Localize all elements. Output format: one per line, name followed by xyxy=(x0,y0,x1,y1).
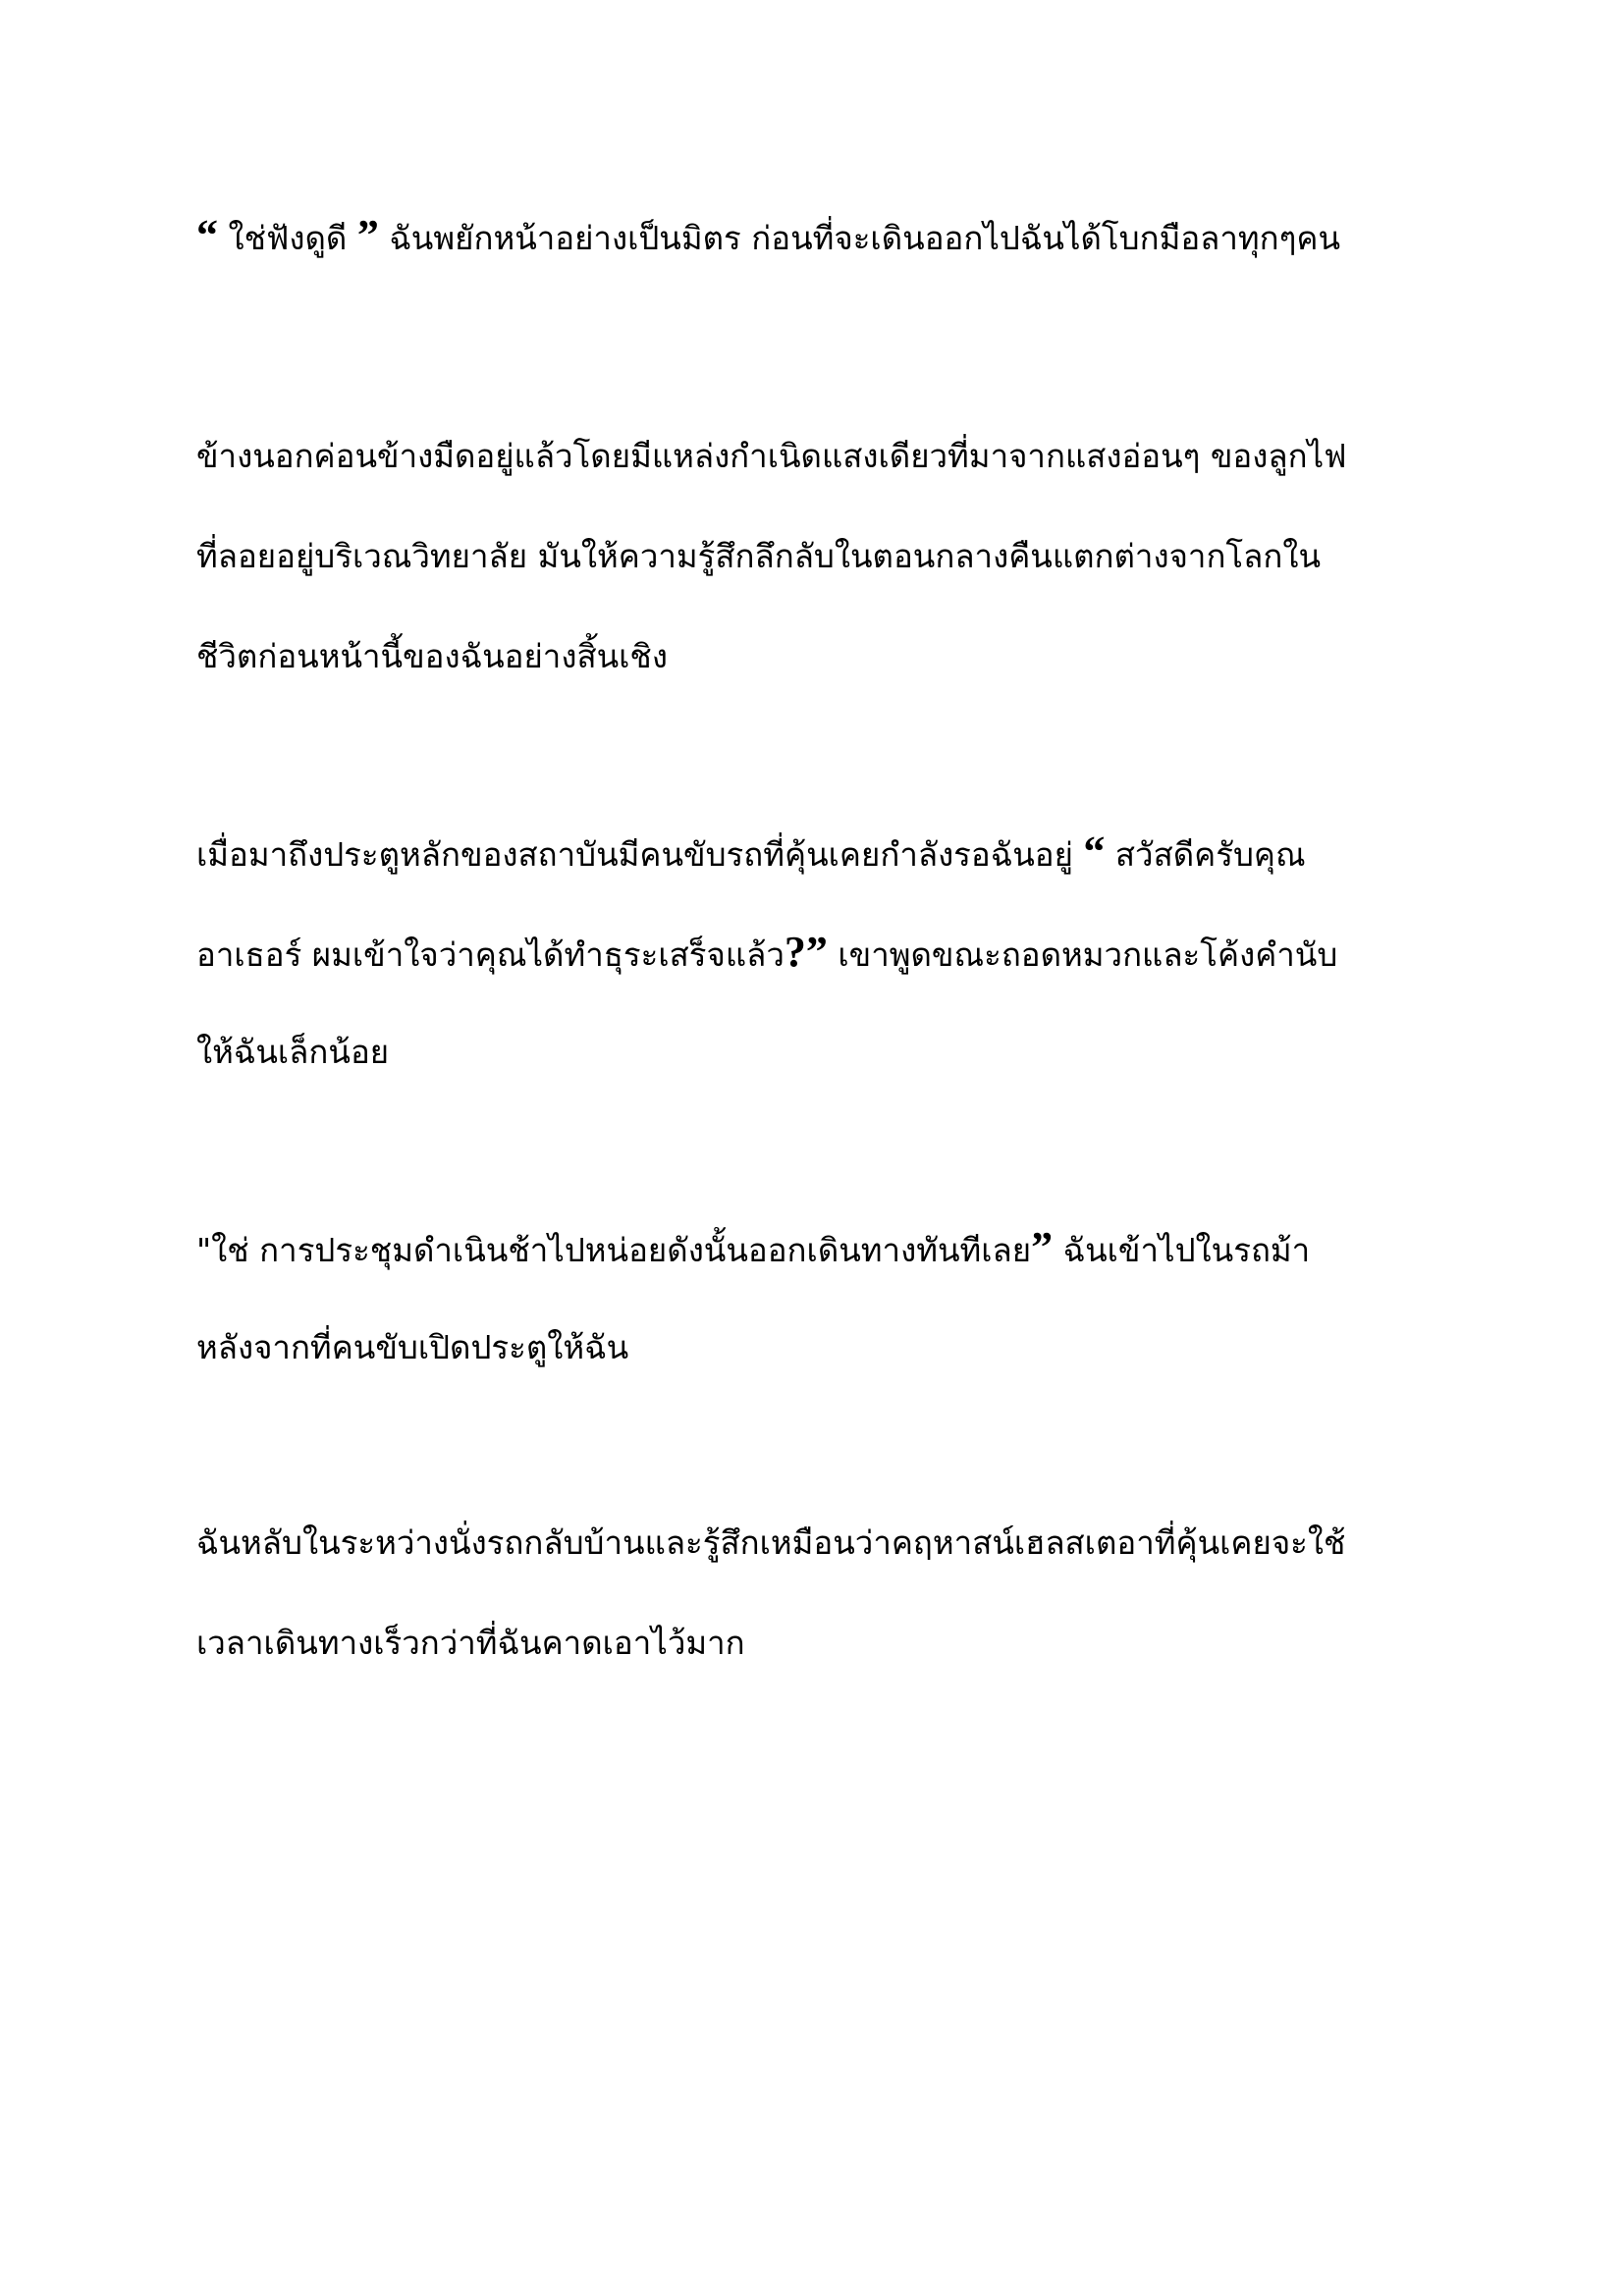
text-line: ที่ลอยอยู่บริเวณวิทยาลัย มันให้ความรู้สึกลึกลับในตอนกลางคืนแตกต่างจากโลกใน xyxy=(196,537,1322,575)
text-span: ใช่ฟังดูดี xyxy=(218,219,357,257)
text-line xyxy=(196,802,1463,902)
text-line: ฉันหลับในระหว่างนั่งรถกลับบ้านและรู้สึกเหมือนว่าคฤหาสน์เฮลสเตอาที่คุ้นเคยจะใช้ xyxy=(196,1523,1346,1562)
text-span: อาเธอร์ ผมเข้าใจว่าคุณได้ทำธุระเสร็จแล้ว xyxy=(196,935,785,974)
paragraph-5 xyxy=(196,1493,1463,1693)
text-line xyxy=(196,186,1463,286)
text-line: เวลาเดินทางเร็วกว่าที่ฉันคาดเอาไว้มาก xyxy=(196,1624,745,1662)
close-quote: ” xyxy=(356,211,379,259)
text-span: เขาพูดขณะถอดหมวกและโค้งคำนับ xyxy=(827,935,1338,974)
text-line xyxy=(196,1198,1463,1298)
close-quote: ” xyxy=(1031,1223,1054,1271)
close-quote: ?” xyxy=(784,928,828,976)
paragraph-2 xyxy=(196,406,1463,707)
text-line: ข้างนอกค่อนข้างมืดอยู่แล้วโดยมีแหล่งกำเนิดแสงเดียวที่มาจากแสงอ่อนๆ ของลูกไฟ xyxy=(196,437,1347,475)
paragraph-1 xyxy=(196,186,1463,286)
text-span: ฉันเข้าไปในรถม้า xyxy=(1053,1231,1311,1269)
open-quote: “ xyxy=(1083,828,1106,876)
text-span: สวัสดีครับคุณ xyxy=(1105,835,1306,874)
open-quote: “ xyxy=(196,211,218,259)
paragraph-3 xyxy=(196,802,1463,1102)
text-line xyxy=(196,902,1463,1002)
text-line: ชีวิตก่อนหน้านี้ของฉันอย่างสิ้นเชิง xyxy=(196,637,668,675)
text-span: เมื่อมาถึงประตูหลักของสถาบันมีคนขับรถที่คุ้นเคยกำลังรอฉันอยู่ xyxy=(196,835,1084,874)
text-span: "ใช่ การประชุมดำเนินช้าไปหน่อยดังนั้นออกเดินทางทันทีเลย xyxy=(196,1231,1032,1269)
text-line: ให้ฉันเล็กน้อย xyxy=(196,1033,390,1071)
text-line: หลังจากที่คนขับเปิดประตูให้ฉัน xyxy=(196,1328,629,1366)
paragraph-4 xyxy=(196,1198,1463,1398)
text-span: ฉันพยักหน้าอย่างเป็นมิตร ก่อนที่จะเดินออกไปฉันได้โบกมือลาทุกๆคน xyxy=(378,219,1340,257)
